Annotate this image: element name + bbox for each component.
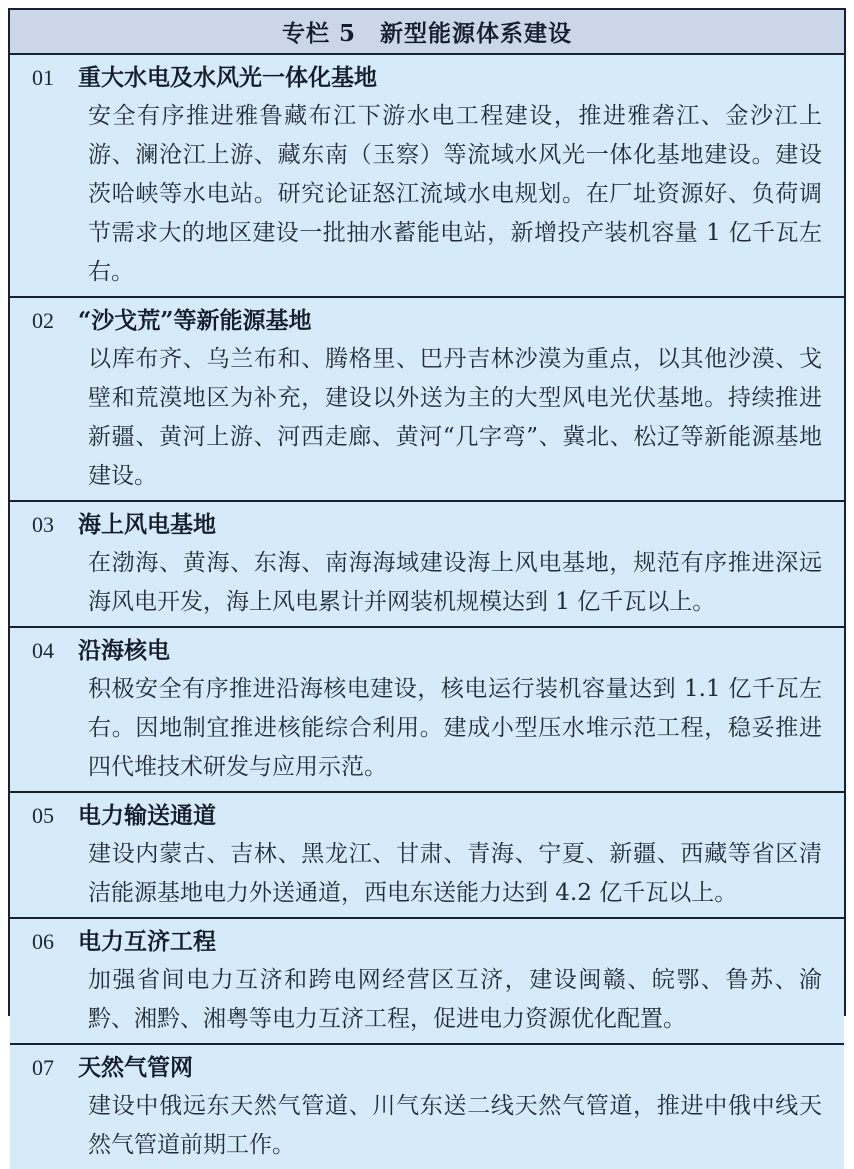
- energy-system-panel: [8, 8, 846, 1158]
- section-row: [10, 791, 844, 917]
- section-body-text: 建设内蒙古、吉林、黑龙江、甘肃、青海、宁夏、新疆、西藏等省区清洁能源基地电力外送通道，西电东送能力达到 4.2 亿千瓦以上。: [88, 841, 822, 906]
- section-body-text: 积极安全有序推进沿海核电建设，核电运行装机容量达到 1.1 亿千瓦左右。因地制宜推进核能综合利用。建成小型压水堆示范工程，稳妥推进四代堆技术研发与应用示范。: [88, 676, 822, 780]
- section-row: [10, 917, 844, 1043]
- section-body-text: 安全有序推进雅鲁藏布江下游水电工程建设，推进雅砻江、金沙江上游、澜沧江上游、藏东南（玉察）等流域水风光一体化基地建设。建设茨哈峡等水电站。研究论证怒江流域水电规划。在厂址资源好、负荷调节需求大的地区建设一批抽水蓄能电站，新增投产装机容量 1 亿千瓦左右。: [88, 103, 822, 285]
- section-row: [10, 55, 844, 296]
- section-number: 05: [32, 803, 54, 828]
- section-number: 01: [32, 65, 54, 90]
- section-title: 电力输送通道: [78, 802, 216, 829]
- panel-title: 专栏 5 新型能源体系建设: [281, 20, 572, 47]
- section-row: [10, 1043, 844, 1169]
- section-number: 07: [32, 1055, 54, 1080]
- section-body-text: 以库布齐、乌兰布和、腾格里、巴丹吉林沙漠为重点，以其他沙漠、戈壁和荒漠地区为补充，建设以外送为主的大型风电光伏基地。持续推进新疆、黄河上游、河西走廊、黄河“几字弯”、冀北、松辽等新能源基地建设。: [88, 346, 822, 489]
- section-row: [10, 296, 844, 500]
- section-heading-row: [32, 631, 822, 670]
- section-title: 电力互济工程: [78, 928, 216, 955]
- section-heading-row: [32, 922, 822, 961]
- section-title: 天然气管网: [78, 1054, 193, 1081]
- panel-header: [10, 10, 844, 55]
- section-row: [10, 500, 844, 626]
- section-body-text: 加强省间电力互济和跨电网经营区互济，建设闽赣、皖鄂、鲁苏、渝黔、湘黔、湘粤等电力互济工程，促进电力资源优化配置。: [88, 967, 822, 1032]
- section-body-text: 在渤海、黄海、东海、南海海域建设海上风电基地，规范有序推进深远海风电开发，海上风电累计并网装机规模达到 1 亿千瓦以上。: [88, 550, 822, 615]
- section-row: [10, 626, 844, 791]
- section-number: 02: [32, 308, 54, 333]
- section-heading-row: [32, 301, 822, 340]
- section-heading-row: [32, 505, 822, 544]
- section-number: 04: [32, 638, 54, 663]
- section-title: “沙戈荒”等新能源基地: [78, 307, 312, 334]
- section-heading-row: [32, 1048, 822, 1087]
- section-number: 06: [32, 929, 54, 954]
- section-title: 海上风电基地: [78, 511, 216, 538]
- section-title: 重大水电及水风光一体化基地: [78, 64, 377, 91]
- section-body-text: 建设中俄远东天然气管道、川气东送二线天然气管道，推进中俄中线天然气管道前期工作。: [88, 1093, 822, 1158]
- sections-list: [10, 55, 844, 1169]
- section-number: 03: [32, 512, 54, 537]
- section-heading-row: [32, 796, 822, 835]
- section-heading-row: [32, 58, 822, 97]
- section-title: 沿海核电: [78, 637, 170, 664]
